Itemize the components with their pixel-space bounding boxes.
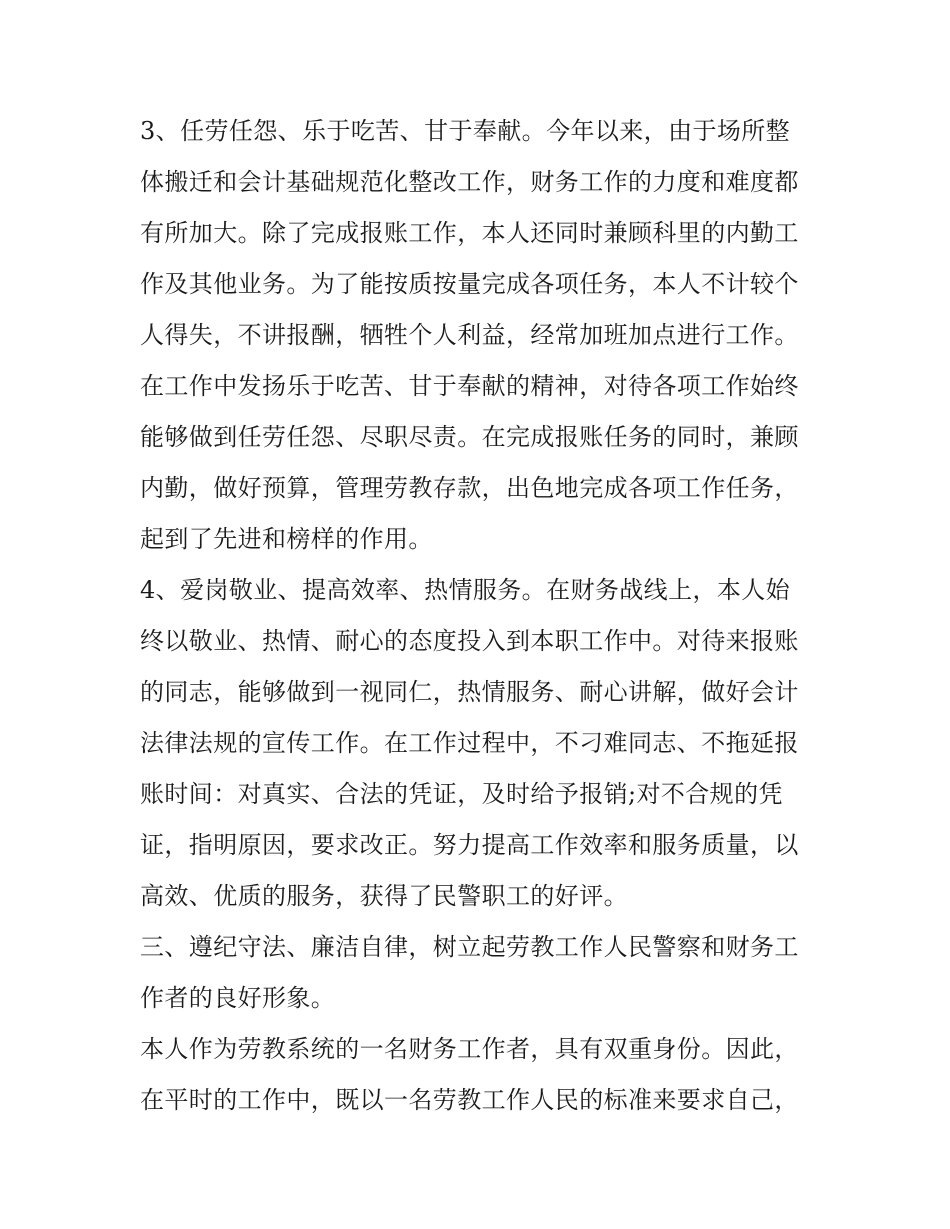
text-line: 本人作为劳教系统的一名财务工作者，具有双重身份。因此， bbox=[140, 1035, 799, 1063]
text-line: 内勤，做好预算，管理劳教存款，出色地完成各项工作任务， bbox=[140, 474, 799, 502]
text-line: 作及其他业务。为了能按质按量完成各项任务，本人不计较个 bbox=[140, 270, 799, 298]
text-line: 4、爱岗敬业、提高效率、热情服务。在财务战线上，本人始 bbox=[140, 576, 791, 604]
text-line: 有所加大。除了完成报账工作，本人还同时兼顾科里的内勤工 bbox=[140, 219, 799, 247]
text-line: 终以敬业、热情、耐心的态度投入到本职工作中。对待来报账 bbox=[140, 627, 799, 655]
document-body bbox=[140, 106, 812, 1126]
text-line: 高效、优质的服务，获得了民警职工的好评。 bbox=[140, 882, 628, 910]
text-line: 的同志，能够做到一视同仁，热情服务、耐心讲解，做好会计 bbox=[140, 678, 799, 706]
text-line: 法律法规的宣传工作。在工作过程中，不刁难同志、不拖延报 bbox=[140, 729, 799, 757]
text-line: 在工作中发扬乐于吃苦、甘于奉献的精神，对待各项工作始终 bbox=[140, 372, 799, 400]
text-line: 三、遵纪守法、廉洁自律，树立起劳教工作人民警察和财务工 bbox=[140, 933, 799, 961]
text-line: 作者的良好形象。 bbox=[140, 984, 336, 1012]
text-line: 账时间：对真实、合法的凭证，及时给予报销;对不合规的凭 bbox=[140, 780, 783, 808]
text-line: 证，指明原因，要求改正。努力提高工作效率和服务质量，以 bbox=[140, 831, 799, 859]
text-line: 起到了先进和榜样的作用。 bbox=[140, 525, 433, 553]
text-line: 能够做到任劳任怨、尽职尽责。在完成报账任务的同时，兼顾 bbox=[140, 423, 799, 451]
text-line: 在平时的工作中，既以一名劳教工作人民的标准来要求自己， bbox=[140, 1086, 799, 1114]
text-line: 人得失，不讲报酬，牺牲个人利益，经常加班加点进行工作。 bbox=[140, 321, 799, 349]
text-line: 体搬迁和会计基础规范化整改工作，财务工作的力度和难度都 bbox=[140, 168, 799, 196]
text-line: 3、任劳任怨、乐于吃苦、甘于奉献。今年以来，由于场所整 bbox=[140, 117, 791, 145]
